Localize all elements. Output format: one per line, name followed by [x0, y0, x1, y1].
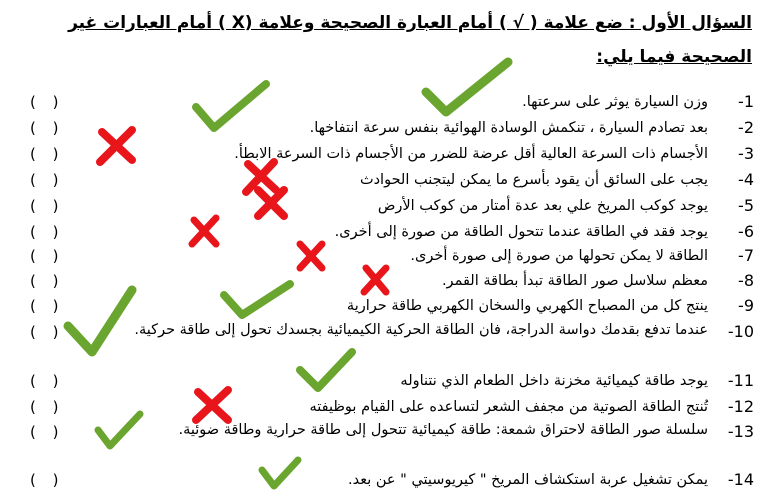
- question-row-12: [0, 395, 762, 419]
- question-row-6: [0, 220, 762, 244]
- question-number: -13: [727, 422, 754, 441]
- question-row-14: [0, 468, 762, 492]
- question-text: يوجد طاقة كيميائية مخزنة داخل الطعام الذي نتناوله: [400, 373, 708, 389]
- question-text: سلسلة صور الطاقة لاحتراق شمعة: طاقة كيميائية تتحول إلى طاقة حرارية وطاقة ضوئية.: [178, 422, 708, 438]
- question-text: يوجد كوكب المريخ علي بعد عدة أمتار من كوكب الأرض: [377, 198, 708, 214]
- question-text: الأجسام ذات السرعة العالية أقل عرضة للضرر من الأجسام ذات السرعة الابطأ.: [234, 146, 708, 162]
- answer-box[interactable]: ( ): [30, 323, 65, 341]
- answer-box[interactable]: ( ): [30, 119, 65, 137]
- question-number: -3: [738, 144, 754, 163]
- question-text: ينتج كل من المصباح الكهربي والسخان الكهربي طاقة حرارية: [346, 298, 708, 314]
- question-number: -6: [738, 222, 754, 241]
- answer-box[interactable]: ( ): [30, 145, 65, 163]
- question-row-4: [0, 168, 762, 192]
- heading-line-2: الصحيحة فيما يلي:: [596, 47, 752, 67]
- answer-box[interactable]: ( ): [30, 372, 65, 390]
- question-text: بعد تصادم السيارة ، تنكمش الوسادة الهوائية بنفس سرعة انتفاخها.: [309, 120, 708, 136]
- answer-box[interactable]: ( ): [30, 398, 65, 416]
- question-row-5: [0, 194, 762, 218]
- answer-box[interactable]: ( ): [30, 297, 65, 315]
- question-row-3: [0, 142, 762, 166]
- question-row-7: [0, 244, 762, 268]
- question-number: -1: [738, 92, 754, 111]
- answer-box[interactable]: ( ): [30, 93, 65, 111]
- answer-box[interactable]: ( ): [30, 223, 65, 241]
- answer-box[interactable]: ( ): [30, 247, 65, 265]
- question-row-2: [0, 116, 762, 140]
- question-text: معظم سلاسل صور الطاقة تبدأ بطاقة القمر.: [441, 273, 708, 289]
- answer-box[interactable]: ( ): [30, 423, 65, 441]
- question-text: تُنتج الطاقة الصوتية من مجفف الشعر لتساعده على القيام بوظيفته: [309, 399, 708, 415]
- question-text: يجب على السائق أن يقود بأسرع ما يمكن ليتجنب الحوادث: [359, 172, 708, 188]
- question-number: -2: [738, 118, 754, 137]
- question-number: -11: [727, 371, 754, 390]
- question-number: -8: [738, 271, 754, 290]
- question-row-11: [0, 369, 762, 393]
- question-row-13: [0, 420, 762, 466]
- question-number: -14: [727, 470, 754, 489]
- question-text: عندما تدفع بقدمك دواسة الدراجة، فان الطاقة الحركية الكيميائية بجسدك تحول إلى طاقة حركية.: [134, 322, 708, 338]
- question-number: -12: [727, 397, 754, 416]
- question-row-8: [0, 269, 762, 293]
- question-number: -4: [738, 170, 754, 189]
- answer-box[interactable]: ( ): [30, 272, 65, 290]
- question-text: الطاقة لا يمكن تحولها من صورة إلى صورة أخرى.: [410, 248, 708, 264]
- question-number: -9: [738, 296, 754, 315]
- question-text: يمكن تشغيل عربة استكشاف المريخ " كيريوسيتي " عن بعد.: [348, 472, 708, 488]
- question-number: -5: [738, 196, 754, 215]
- question-row-9: [0, 294, 762, 318]
- answer-box[interactable]: ( ): [30, 171, 65, 189]
- question-number: -10: [727, 322, 754, 341]
- question-number: -7: [738, 246, 754, 265]
- answer-box[interactable]: ( ): [30, 471, 65, 489]
- heading-line-1: السؤال الأول : ضع علامة ( √ ) أمام العبارة الصحيحة وعلامة (X ) أمام العبارات غير: [68, 13, 752, 33]
- question-heading: [10, 6, 752, 74]
- question-row-1: [0, 90, 762, 114]
- question-text: يوجد فقد في الطاقة عندما تتحول الطاقة من صورة إلى أخرى.: [334, 224, 708, 240]
- question-text: وزن السيارة يوثر على سرعتها.: [522, 94, 708, 110]
- question-row-10: [0, 320, 762, 366]
- answer-box[interactable]: ( ): [30, 197, 65, 215]
